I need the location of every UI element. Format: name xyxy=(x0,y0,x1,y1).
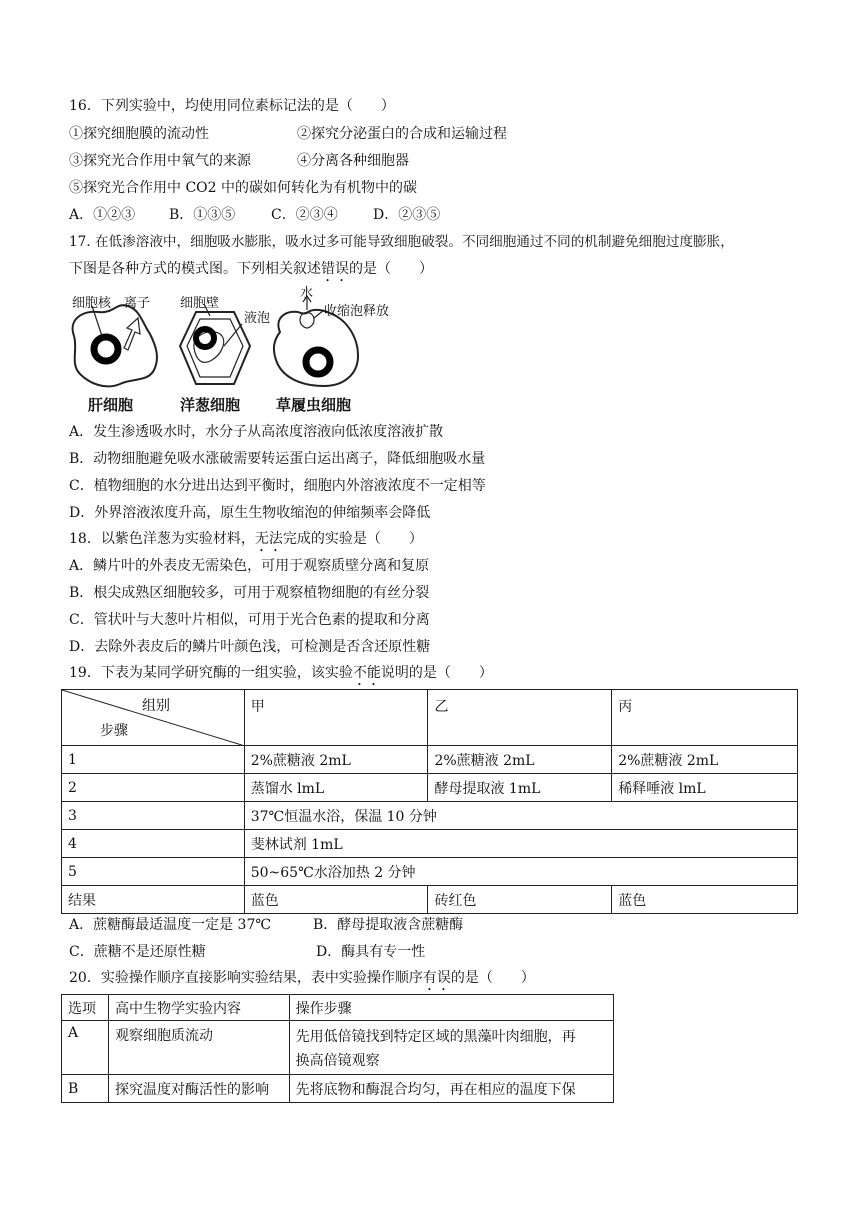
q19-col-header: 乙 xyxy=(428,690,612,746)
q16-option-5: ⑤探究光合作用中 CO2 中的碳如何转化为有机物中的碳 xyxy=(69,180,417,196)
table-cell: 结果 xyxy=(62,886,245,914)
q19-col-header: 丙 xyxy=(612,690,798,746)
table-cell-merged: 37℃恒温水浴，保温 10 分钟 xyxy=(244,802,797,830)
q20-stem-pre: 20．实验操作顺序直接影响实验结果，表中实验操作顺序 xyxy=(69,970,423,986)
q17-stem-line2 xyxy=(69,259,433,285)
q18-choice-b: B．根尖成熟区细胞较多，可用于观察植物细胞的有丝分裂 xyxy=(69,585,430,601)
table-cell: 5 xyxy=(62,858,245,886)
ion-arrow xyxy=(124,318,140,350)
q17-stem-line1: 17. 在低渗溶液中，细胞吸水膨胀，吸水过多可能导致细胞破裂。不同细胞通过不同的机制避免细胞过度膨胀， xyxy=(69,234,734,250)
label-cell-wall: 细胞壁 xyxy=(180,296,220,311)
liver-cell-nucleus xyxy=(94,337,118,361)
cell-diagram-figure xyxy=(62,286,390,416)
q19-choice-a: A．蔗糖酶最适温度一定是 37℃ xyxy=(69,917,272,933)
table-cell: 2%蔗糖液 2mL xyxy=(244,746,428,774)
caption-liver-cell: 肝细胞 xyxy=(88,396,134,414)
label-water: 水 xyxy=(300,286,314,301)
table-cell: 蒸馏水 lmL xyxy=(244,774,428,802)
q20-rowA-step-line1: 先用低倍镜找到特定区域的黑藻叶肉细胞，再 xyxy=(295,1029,576,1045)
q17-choice-c: C．植物细胞的水分进出达到平衡时，细胞内外溶液浓度不一定相等 xyxy=(69,478,486,494)
table-cell: 酵母提取液 1mL xyxy=(428,774,612,802)
q19-col-header: 甲 xyxy=(244,690,428,746)
q17-choice-a: A．发生渗透吸水时，水分子从高浓度溶液向低浓度溶液扩散 xyxy=(69,424,444,440)
q19-stem-emphasis: 不能 xyxy=(352,665,381,681)
q16-choice-a: A．①②③ xyxy=(69,207,136,223)
q19-header-group: 组别 xyxy=(142,698,170,714)
q19-choice-b: B．酵母提取液含蔗糖酶 xyxy=(313,917,464,933)
q20-rowA-step-line2: 换高倍镜观察 xyxy=(295,1053,380,1069)
q18-choice-a: A．鳞片叶的外表皮无需染色，可用于观察质壁分离和复原 xyxy=(69,558,430,574)
q16-stem: 16．下列实验中，均使用同位素标记法的是（ ） xyxy=(69,98,395,114)
table-cell: B xyxy=(62,1075,109,1103)
q18-choice-d: D．去除外表皮后的鳞片叶颜色浅，可检测是否含还原性糖 xyxy=(69,639,431,655)
table-cell-merged: 50~65℃水浴加热 2 分钟 xyxy=(244,858,797,886)
q19-stem-post: 说明的是（ ） xyxy=(380,665,493,681)
table-cell xyxy=(289,1021,613,1075)
q18-choice-c: C．管状叶与大葱叶片相似，可用于光合色素的提取和分离 xyxy=(69,612,430,628)
q17-stem-post: 的是（ ） xyxy=(349,261,433,277)
q19-diagonal-header-cell xyxy=(62,690,245,746)
table-cell: 2%蔗糖液 2mL xyxy=(612,746,798,774)
q19-header-step: 步骤 xyxy=(100,723,128,739)
table-row xyxy=(62,1075,614,1103)
q17-stem-pre: 下图是各种方式的模式图。下列相关叙述 xyxy=(69,261,321,277)
paramecium-nucleus xyxy=(306,350,330,374)
q20-col-header: 操作步骤 xyxy=(289,995,613,1021)
q20-col-header: 高中生物学实验内容 xyxy=(108,995,289,1021)
table-row xyxy=(62,886,798,914)
q17-choice-b: B．动物细胞避免吸水涨破需要转运蛋白运出离子，降低细胞吸水量 xyxy=(69,451,486,467)
q16-choice-b: B．①③⑤ xyxy=(169,207,236,223)
onion-cell-nucleus xyxy=(196,329,214,347)
table-row xyxy=(62,746,798,774)
label-ion: 离子 xyxy=(124,296,151,311)
onion-cell-wall xyxy=(180,312,250,384)
q20-col-header: 选项 xyxy=(62,995,109,1021)
q19-choice-c: C．蔗糖不是还原性糖 xyxy=(69,944,206,960)
q16-choice-d: D．②③⑤ xyxy=(373,207,441,223)
q16-option-3: ③探究光合作用中氧气的来源 xyxy=(69,153,251,169)
table-cell: 1 xyxy=(62,746,245,774)
q19-header-row xyxy=(62,690,798,746)
q16-choice-c: C．②③④ xyxy=(271,207,338,223)
q16-option-1: ①探究细胞膜的流动性 xyxy=(69,126,209,142)
contractile-vacuole xyxy=(300,313,314,329)
table-row xyxy=(62,830,798,858)
q20-procedure-table xyxy=(61,994,614,1103)
q20-stem-post: 的是（ ） xyxy=(450,970,535,986)
q17-stem-emphasis: 错误 xyxy=(321,261,349,277)
label-vacuole: 液泡 xyxy=(244,311,271,326)
table-row xyxy=(62,774,798,802)
table-cell: 2%蔗糖液 2mL xyxy=(428,746,612,774)
q19-stem-pre: 19．下表为某同学研究酶的一组实验，该实验 xyxy=(69,665,353,681)
table-cell: 蓝色 xyxy=(612,886,798,914)
table-cell: 先将底物和酶混合均匀，再在相应的温度下保 xyxy=(289,1075,613,1103)
label-nucleus: 细胞核 xyxy=(72,296,112,311)
table-cell: 蓝色 xyxy=(244,886,428,914)
table-cell-merged: 斐林试剂 1mL xyxy=(244,830,797,858)
table-cell: 2 xyxy=(62,774,245,802)
q18-stem-pre: 18．以紫色洋葱为实验材料， xyxy=(69,531,255,547)
table-cell: 探究温度对酶活性的影响 xyxy=(108,1075,289,1103)
q19-choice-d: D．酶具有专一性 xyxy=(316,944,426,960)
q20-header-row xyxy=(62,995,614,1021)
caption-onion-cell: 洋葱细胞 xyxy=(180,396,241,414)
q16-option-4: ④分离各种细胞器 xyxy=(297,153,409,169)
table-cell: A xyxy=(62,1021,109,1075)
q18-stem-post: 完成的实验是（ ） xyxy=(282,531,423,547)
table-row xyxy=(62,802,798,830)
table-cell: 4 xyxy=(62,830,245,858)
q18-stem xyxy=(69,529,423,555)
q17-choice-d: D．外界溶液浓度升高，原生生物收缩泡的伸缩频率会降低 xyxy=(69,505,431,521)
q19-experiment-table xyxy=(61,689,798,914)
q20-stem-emphasis: 有误 xyxy=(422,970,451,986)
table-cell: 3 xyxy=(62,802,245,830)
caption-paramecium-cell: 草履虫细胞 xyxy=(276,396,352,414)
table-row xyxy=(62,1021,614,1075)
q16-option-2: ②探究分泌蛋白的合成和运输过程 xyxy=(297,126,507,142)
table-cell: 稀释唾液 lmL xyxy=(612,774,798,802)
table-cell: 观察细胞质流动 xyxy=(108,1021,289,1075)
q20-stem xyxy=(69,968,535,994)
q18-stem-emphasis: 无法 xyxy=(254,531,283,547)
label-contractile-release: 收缩泡释放 xyxy=(324,304,390,319)
table-row xyxy=(62,858,798,886)
q19-stem xyxy=(69,663,493,689)
table-cell: 砖红色 xyxy=(428,886,612,914)
